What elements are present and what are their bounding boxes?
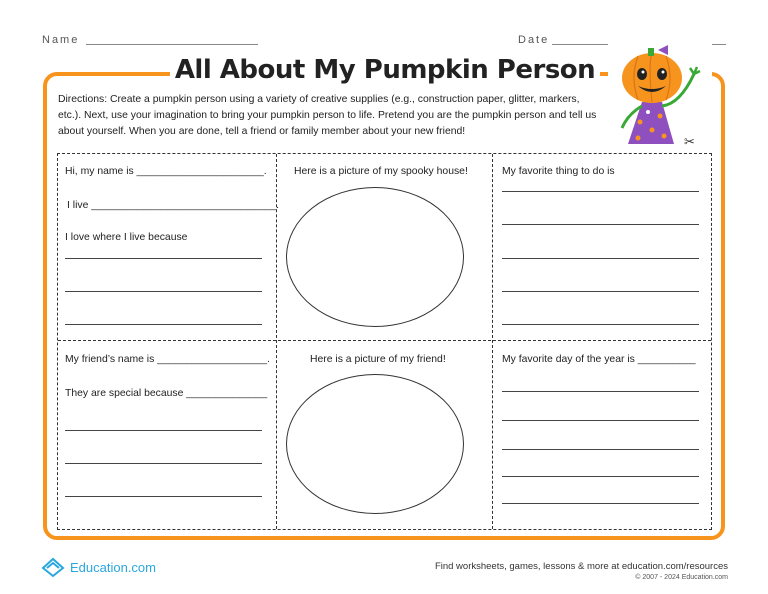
- answer-line[interactable]: [65, 496, 262, 497]
- date-label: Date: [518, 34, 550, 46]
- logo-text: Education.com: [70, 559, 156, 575]
- answer-line[interactable]: [502, 449, 699, 450]
- house-drawing-oval[interactable]: [286, 187, 464, 327]
- answer-line[interactable]: [502, 258, 699, 259]
- scissors-icon: ✂: [684, 134, 695, 149]
- friend-drawing-oval[interactable]: [286, 374, 464, 514]
- answer-line[interactable]: [502, 291, 699, 292]
- pumpkin-person-illustration: [608, 44, 712, 148]
- house-prompt: Here is a picture of my spooky house!: [294, 166, 468, 177]
- favorite-day-prompt: My favorite day of the year is __________: [502, 354, 696, 365]
- answer-line[interactable]: [502, 324, 699, 325]
- answer-line[interactable]: [65, 430, 262, 431]
- answer-line[interactable]: [65, 258, 262, 259]
- grid-divider-middle: [58, 340, 711, 341]
- answer-line[interactable]: [502, 191, 699, 192]
- footer-tagline: Find worksheets, games, lessons & more at education.com/resources: [434, 561, 728, 572]
- answer-line[interactable]: [502, 476, 699, 477]
- education-logo-icon: [40, 556, 66, 578]
- answer-line[interactable]: [65, 291, 262, 292]
- footer-copyright: © 2007 - 2024 Education.com: [635, 574, 728, 581]
- favorite-thing-prompt: My favorite thing to do is: [502, 166, 615, 177]
- live-prompt: I live ________________________________.: [67, 200, 280, 211]
- answer-line[interactable]: [65, 463, 262, 464]
- answer-line[interactable]: [65, 324, 262, 325]
- title-wrap: [170, 52, 600, 88]
- directions-text: Directions: Create a pumpkin person using a variety of creative supplies (e.g., construction paper, glitter, markers, etc.). Next, use your imagination to bring your pumpkin person to life. Pretend you are the pumpkin person and tell us about yourself. When you are done, tell a friend or family member about your new friend!: [58, 94, 597, 137]
- answer-line[interactable]: [502, 503, 699, 504]
- answer-line[interactable]: [502, 420, 699, 421]
- friend-picture-prompt: Here is a picture of my friend!: [310, 354, 446, 365]
- education-logo[interactable]: [40, 556, 156, 578]
- answer-line[interactable]: [502, 391, 699, 392]
- name-prompt: Hi, my name is ______________________.: [65, 166, 267, 177]
- name-line[interactable]: [86, 44, 258, 45]
- page-title: All About My Pumpkin Person: [174, 55, 596, 85]
- love-prompt: I love where I live because: [65, 232, 188, 243]
- name-label: Name: [42, 34, 80, 46]
- friend-name-prompt: My friend’s name is ___________________.: [65, 354, 270, 365]
- grid-divider-2: [492, 154, 493, 529]
- special-prompt: They are special because ______________: [65, 388, 268, 399]
- answer-line[interactable]: [502, 224, 699, 225]
